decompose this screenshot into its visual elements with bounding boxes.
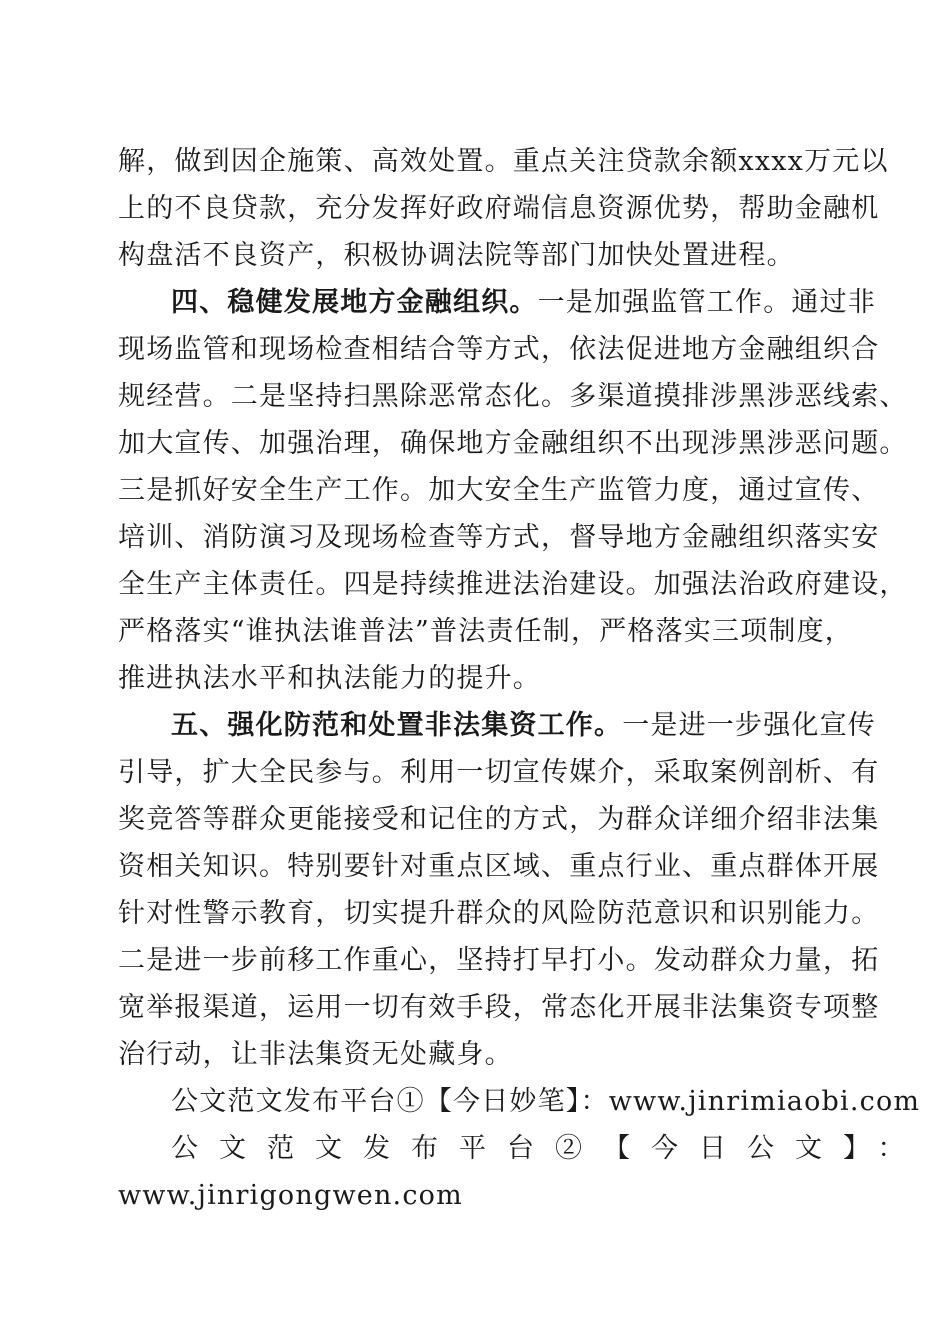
para3-first-rest: 一是进一步强化宣传 — [622, 710, 877, 741]
footer-platform-2: 公文范文发布平台②【今日公文】： — [171, 1133, 926, 1164]
para2-first-rest: 一是加强监管工作。通过非 — [537, 287, 877, 318]
para2-line7: 全生产主体责任。四是持续推进法治建设。加强法治政府建设， — [118, 569, 908, 600]
para3-line4: 资相关知识。特别要针对重点区域、重点行业、重点群体开展 — [118, 851, 880, 882]
para3-line5: 针对性警示教育，切实提升群众的风险防范意识和识别能力。 — [118, 898, 880, 929]
section-heading-four: 四、稳健发展地方金融组织。 — [171, 287, 538, 318]
para2-line8: 严格落实“谁执法谁普法”普法责任制，严格落实三项制度， — [118, 616, 854, 647]
para3-line3: 奖竞答等群众更能接受和记住的方式，为群众详细介绍非法集 — [118, 804, 880, 835]
para3-line6: 二是进一步前移工作重心，坚持打早打小。发动群众力量，拓 — [118, 945, 880, 976]
para2-line9: 推进执法水平和执法能力的提升。 — [118, 663, 541, 694]
para3-line2: 引导，扩大全民参与。利用一切宣传媒介，采取案例剖析、有 — [118, 757, 880, 788]
para1-line3: 构盘活不良资产，积极协调法院等部门加快处置进程。 — [118, 240, 795, 271]
para1-line2: 上的不良贷款，充分发挥好政府端信息资源优势，帮助金融机 — [118, 193, 880, 224]
section-heading-five: 五、强化防范和处置非法集资工作。 — [171, 710, 623, 741]
footer-platform-1: 公文范文发布平台①【今日妙笔】：www.jinrimiaobi.com — [171, 1086, 921, 1117]
para3-first-line — [171, 706, 876, 746]
para1-line1: 解，做到因企施策、高效处置。重点关注贷款余额xxxx万元以 — [118, 146, 889, 177]
para2-first-line — [171, 283, 876, 323]
para2-line3: 规经营。二是坚持扫黑除恶常态化。多渠道摸排涉黑涉恶线索、 — [118, 381, 908, 412]
para3-line7: 宽举报渠道，运用一切有效手段，常态化开展非法集资专项整 — [118, 992, 880, 1023]
para2-line2: 现场监管和现场检查相结合等方式，依法促进地方金融组织合 — [118, 334, 880, 365]
para3-line8: 治行动，让非法集资无处藏身。 — [118, 1039, 513, 1070]
para2-line5: 三是抓好安全生产工作。加大安全生产监管力度，通过宣传、 — [118, 475, 880, 506]
footer-platform-2-url: www.jinrigongwen.com — [118, 1180, 463, 1211]
para2-line6: 培训、消防演习及现场检查等方式，督导地方金融组织落实安 — [118, 522, 880, 553]
para2-line4: 加大宣传、加强治理，确保地方金融组织不出现涉黑涉恶问题。 — [118, 428, 908, 459]
